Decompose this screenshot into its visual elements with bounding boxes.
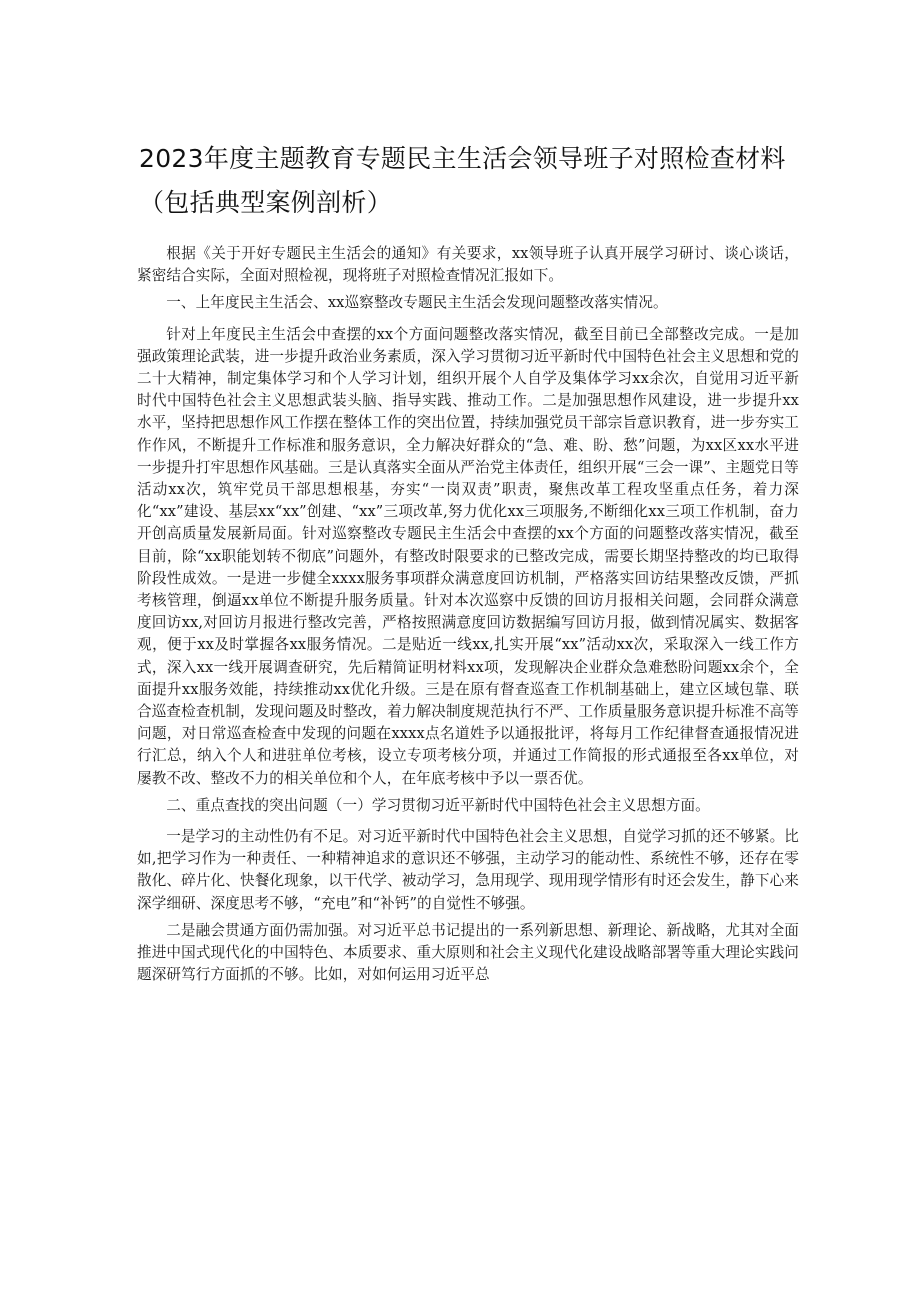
problem-paragraph-2: 二是融会贯通方面仍需加强。对习近平总书记提出的一系列新思想、新理论、新战略，尤其对全面推进中国式现代化的中国特色、本质要求、重大原则和社会主义现代化建设战略部署等重大理论实践问题深研笃行方面抓的不够。比如，对如何运用习近平总 [137, 921, 799, 984]
section-heading-2: 二、重点查找的突出问题（一）学习贯彻习近平新时代中国特色社会主义思想方面。 [166, 796, 710, 814]
document-title: 2023年度主题教育专题民主生活会领导班子对照检查材料（包括典型案例剖析） [139, 144, 786, 217]
document-body [137, 243, 799, 992]
section-heading-1: 一、上年度民主生活会、xx巡察整改专题民主生活会发现问题整改落实情况。 [166, 294, 668, 312]
rectification-paragraph: 针对上年度民主生活会中查摆的xx个方面问题整改落实情况，截至目前已全部整改完成。一是加强政策理论武装，进一步提升政治业务素质，深入学习贯彻习近平新时代中国特色社会主义思想和党的二十大精神，制定集体学习和个人学习计划，组织开展个人自学及集体学习xx余次，自觉用习近平新时代中国特色社会主义思想武装头脑、指导实践、推动工作。二是加强思想作风建设，进一步提升xx水平，坚持把思想作风工作摆在整体工作的突出位置，持续加强党员干部宗旨意识教育，进一步夯实工作作风，不断提升工作标准和服务意识，全力解决好群众的“急、难、盼、愁”问题，为xx区xx水平进一步提升打牢思想作风基础。三是认真落实全面从严治党主体责任，组织开展“三会一课”、主题党日等活动xx次，筑牢党员干部思想根基，夯实“一岗双责”职责，聚焦改革工程攻坚重点任务，着力深化“xx”建设、基层xx“xx”创建、“xx”三项改革,努力优化xx三项服务,不断细化xx三项工作机制，奋力开创高质量发展新局面。针对巡察整改专题民主生活会中查摆的xx个方面的问题整改落实情况，截至目前，除“xx职能划转不彻底”问题外，有整改时限要求的已整改完成，需要长期坚持整改的均已取得阶段性成效。一是进一步健全xxxx服务事项群众满意度回访机制，严格落实回访结果整改反馈，严抓考核管理，倒逼xx单位不断提升服务质量。针对本次巡察中反馈的回访月报相关问题，会同群众满意度回访xx,对回访月报进行整改完善，严格按照满意度回访数据编写回访月报，做到情况属实、数据客观，便于xx及时掌握各xx服务情况。二是贴近一线xx,扎实开展“xx”活动xx次，采取深入一线工作方式，深入xx一线开展调查研究，先后精简证明材料xx项，发现解决企业群众急难愁盼问题xx余个，全面提升xx服务效能，持续推动xx优化升级。三是在原有督查巡查工作机制基础上，建立区域包靠、联合巡查检查机制，发现问题及时整改，着力解决制度规范执行不严、工作质量服务意识提升标准不高等问题，对日常巡查检查中发现的问题在xxxx点名道姓予以通报批评，将每月工作纪律督查通报情况进行汇总，纳入个人和进驻单位考核，设立专项考核分项，并通过工作简报的形式通报至各xx单位，对屡教不改、整改不力的相关单位和个人，在年底考核中予以一票否优。 [137, 325, 799, 787]
intro-paragraph: 根据《关于开好专题民主生活会的通知》有关要求，xx领导班子认真开展学习研讨、谈心谈话，紧密结合实际，全面对照检视，现将班子对照检查情况汇报如下。 [137, 245, 799, 285]
problem-paragraph-1: 一是学习的主动性仍有不足。对习近平新时代中国特色社会主义思想，自觉学习抓的还不够紧。比如,把学习作为一种责任、一种精神追求的意识还不够强，主动学习的能动性、系统性不够，还存在零散化、碎片化、快餐化现象，以干代学、被动学习，急用现学、现用现学情形有时还会发生，静下心来深学细研、深度思考不够，“充电”和“补钙”的自觉性不够强。 [137, 828, 799, 912]
